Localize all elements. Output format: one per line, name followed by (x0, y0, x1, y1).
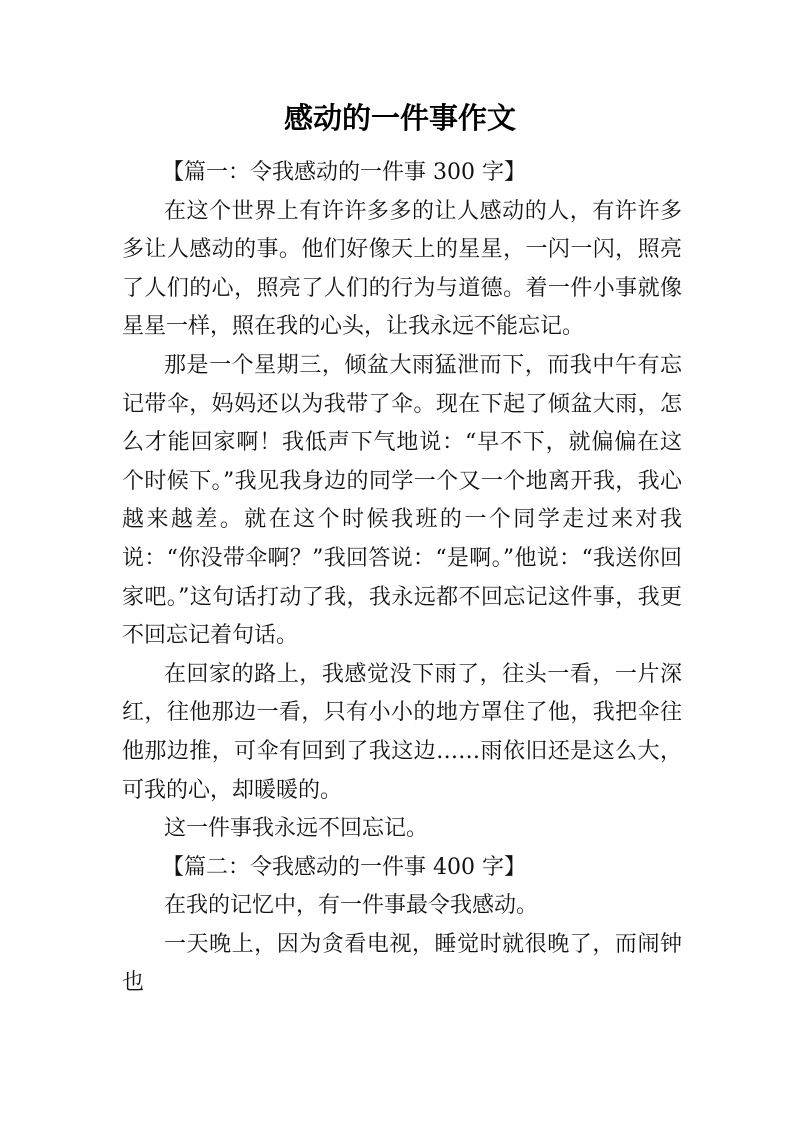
document-body (122, 154, 682, 1003)
paragraph: 这一件事我永远不回忘记。 (164, 816, 429, 842)
document-title: 感动的一件事作文 (283, 101, 516, 135)
section-heading-1: 【篇一：令我感动的一件事 300 字】 (162, 160, 526, 185)
paragraph: 那是一个星期三，倾盆大雨猛泄而下，而我中午有忘记带伞，妈妈还以为我带了伞。现在下起了倾盆大雨，怎么才能回家啊！我低声下气地说：“早不下，就偏偏在这个时候下。”我见我身边的同学一个又一个地离开我，我心越来越差。就在这个时候我班的一个同学走过来对我说：“你没带伞啊？”我回答说：“是啊。”他说：“我送你回家吧。”这句话打动了我，我永远都不回忘记这件事，我更不回忘记着句话。 (122, 352, 682, 649)
paragraph: 在这个世界上有许许多多的让人感动的人，有许许多多让人感动的事。他们好像天上的星星，一闪一闪，照亮了人们的心，照亮了人们的行为与道德。着一件小事就像星星一样，照在我的心头，让我永远不能忘记。 (122, 198, 682, 340)
paragraph: 在我的记忆中，有一件事最令我感动。 (164, 893, 539, 919)
section-heading-2: 【篇二：令我感动的一件事 400 字】 (162, 854, 526, 880)
paragraph: 一天晚上，因为贪看电视，睡觉时就很晚了，而闹钟也 (122, 931, 682, 996)
paragraph: 在回家的路上，我感觉没下雨了，往头一看，一片深红，往他那边一看，只有小小的地方罩住了他，我把伞往他那边推，可伞有回到了我这边……雨依旧还是这么大，可我的心，却暖暖的。 (122, 661, 682, 803)
